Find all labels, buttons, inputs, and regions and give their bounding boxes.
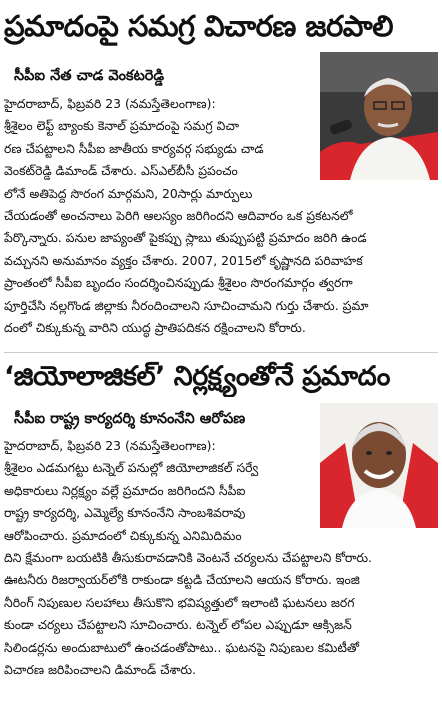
article1-headline: ప్రమాదంపై సమగ్ర విచారణ జరపాలి bbox=[4, 9, 393, 43]
article1-body bbox=[4, 93, 438, 339]
article1-line: చేయడంతో అంచనాలు పెరిగి ఆలస్యం జరిగిందని ఆదివారం ఒక ప్రకటనలో bbox=[4, 207, 353, 223]
article2-headline: ‘జియోలాజికల్’ నిర్లక్ష్యంతోనే ప్రమాదం bbox=[4, 361, 390, 392]
article1-line: పూర్తిచేసి నల్లగొండ జిల్లాకు నీరందించాలని సూచించామని గుర్తు చేశారు. ప్రమా bbox=[4, 297, 369, 313]
article2-body bbox=[4, 435, 438, 681]
article2-line: విచారణ జరిపించాలని డిమాండ్ చేశారు. bbox=[4, 661, 197, 677]
article2-line: నీరింగ్ నిపుణుల సలహాలు తీసుకొని భవిష్యత్తులో ఇలాంటి ఘటనలు జరగ bbox=[4, 594, 355, 610]
article2-line: ఆరోపించారు. ప్రమాదంలో చిక్కుకున్న ఎనిమిదిమం bbox=[4, 527, 242, 543]
article1-line: వచ్చునని అనుమానం వ్యక్తం చేశారు. 2007, 2015లో కృష్ణానది పరివాహక bbox=[4, 252, 363, 268]
article2-line: దిని క్షేమంగా బయటికి తీసుకురావడానికి వెంటనే చర్యలను చేపట్టాలని కోరారు. bbox=[4, 549, 373, 565]
article2-line: హైదరాబాద్, ఫిబ్రవరి 23 (నమస్తేతెలంగాణ): bbox=[4, 438, 216, 453]
article1-line: ప్రాంతంలో సీపీఐ బృందం సందర్శించినప్పుడు శ్రీశైలం సొరంగమార్గం త్వరగా bbox=[4, 275, 353, 291]
article2-subhead: సీపీఐ రాష్ట్ర కార్యదర్శి కూనంనేని ఆరోపణ bbox=[14, 411, 246, 427]
article1-line: శ్రీశైలం లెఫ్ట్ బ్యాంకు కెనాల్ ప్రమాదంపై సమగ్ర విచా bbox=[4, 118, 240, 134]
article2-line: శ్రీశైలం ఎడమగట్టు టన్నెల్ పనుల్లో జియోలాజికల్ సర్వే bbox=[4, 460, 259, 476]
article1-line: దంలో చిక్కుకున్న వారిని యుద్ధ ప్రాతిపదికన రక్షించాలని కోరారు. bbox=[4, 319, 306, 335]
article2-line: ఊటనీరు రిజర్వాయర్‌లోకి రాకుండా కట్టడి చేయాలని ఆయన కోరారు. ఇంజి bbox=[4, 572, 360, 588]
article1-line: వెంకట్‌రెడ్డి డిమాండ్ చేశారు. ఎస్ఎల్‌బీసీ ప్రపంచం bbox=[4, 163, 238, 179]
section-divider bbox=[4, 352, 438, 353]
article2-line: అధికారులు నిర్లక్ష్యం వల్లే ప్రమాదం జరిగిందని సీపీఐ bbox=[4, 482, 246, 498]
article2-line: కుండా చర్యలు చేపట్టాలని సూచించారు. టన్నెల్ లోపల ఎప్పుడూ ఆక్సిజన్ bbox=[4, 617, 352, 633]
article1-line: రణ చేపట్టాలని సీపీఐ జాతీయ కార్యవర్గ సభ్యుడు చాడ bbox=[4, 140, 264, 156]
article2-line: రాష్ట్ర కార్యదర్శి, ఎమ్మెల్యే కూనంనేని సాంబశివరావు bbox=[4, 505, 246, 521]
article2-line: సిలిండర్లను అందుబాటులో ఉంచడంతోపాటు.. ఘటనపై నిపుణుల కమిటీతో bbox=[4, 639, 360, 655]
article1-subhead: సీపీఐ నేత చాడ వెంకటరెడ్డి bbox=[14, 68, 165, 84]
article1-line: పేర్కొన్నారు. పనుల జాప్యంతో పైకప్పు స్లాబు తుప్పుపట్టి ప్రమాదం జరిగి ఉండ bbox=[4, 230, 367, 246]
article1-line: లోనే అతిపెద్ద సొరంగ మార్గమని, 20సార్లు మార్పులు bbox=[4, 185, 253, 201]
article1-line: హైదరాబాద్, ఫిబ్రవరి 23 (నమస్తేతెలంగాణ): bbox=[4, 96, 216, 111]
